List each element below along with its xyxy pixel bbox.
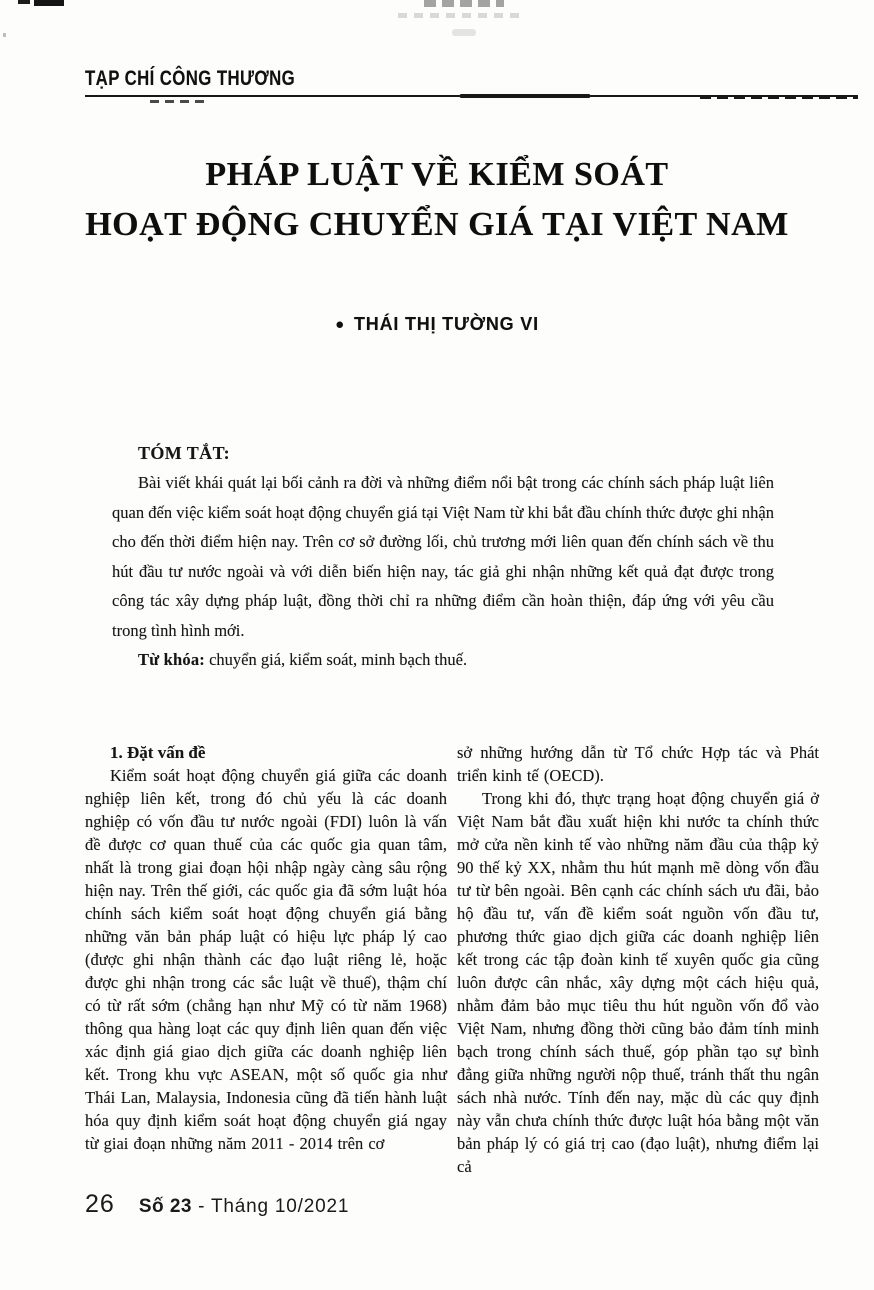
scan-artifact-speck bbox=[3, 33, 6, 37]
scan-artifact-top-left-2 bbox=[34, 0, 64, 6]
right-column bbox=[457, 741, 819, 1178]
page-footer bbox=[85, 1190, 685, 1219]
header-rule-dashed-right bbox=[700, 95, 858, 99]
article-body bbox=[85, 741, 819, 1178]
issue-date: - Tháng 10/2021 bbox=[192, 1196, 350, 1217]
scan-artifact-top-center-2 bbox=[398, 13, 526, 18]
article-title-line1: PHÁP LUẬT VỀ KIỂM SOÁT bbox=[205, 156, 669, 193]
abstract-body: Bài viết khái quát lại bối cảnh ra đời và những điểm nổi bật trong các chính sách pháp luật liên quan đến việc kiểm soát hoạt động chuyển giá tại Việt Nam từ khi bắt đầu chính thức được ghi nhận cho đến thời điểm hiện nay. Trên cơ sở đường lối, chủ trương mới liên quan đến chính sách về thu hút đầu tư nước ngoài và với diễn biến hiện nay, tác giả ghi nhận những kết quả đạt được trong công tác xây dựng pháp luật, đồng thời chỉ ra những điểm cần hoàn thiện, đáp ứng với yêu cầu trong tình hình mới. bbox=[112, 473, 774, 640]
abstract-section bbox=[112, 438, 774, 675]
section-1-heading: 1. Đặt vấn đề bbox=[110, 743, 206, 762]
scan-artifact-top-center bbox=[424, 0, 504, 7]
author-bullet-icon: ● bbox=[335, 316, 345, 333]
scan-artifact-top-center-3 bbox=[452, 29, 476, 36]
issue-number: Số 23 bbox=[138, 1196, 193, 1217]
author-name: THÁI THỊ TƯỜNG VI bbox=[353, 314, 539, 334]
header-rule-dashed-left bbox=[150, 100, 206, 103]
scan-artifact-top-left bbox=[18, 0, 30, 4]
article-title bbox=[0, 150, 874, 250]
author-line bbox=[0, 314, 874, 335]
abstract-heading: TÓM TẮT: bbox=[138, 443, 231, 463]
left-column bbox=[85, 741, 447, 1178]
keywords-label: Từ khóa: bbox=[138, 650, 205, 669]
keywords-text: chuyển giá, kiểm soát, minh bạch thuế. bbox=[204, 650, 468, 669]
right-column-paragraph-2: Trong khi đó, thực trạng hoạt động chuyển giá ở Việt Nam bắt đầu xuất hiện khi nước ta chính thức mở cửa nền kinh tế vào những năm đầu của thập kỷ 90 thế kỷ XX, nhằm thu hút mạnh mẽ dòng vốn đầu tư từ bên ngoài. Bên cạnh các chính sách ưu đãi, bảo hộ đầu tư, vấn đề kiểm soát nguồn vốn đầu tư, phương thức giao dịch giữa các doanh nghiệp liên kết trong các tập đoàn kinh tế xuyên quốc gia cũng luôn được cân nhắc, xây dựng một cách hiệu quả, nhằm đảm bảo mục tiêu thu hút nguồn vốn đổ vào Việt Nam, nhưng đồng thời cũng bảo đảm tính minh bạch trong chính sách thuế, góp phần tạo sự bình đẳng giữa những người nộp thuế, tránh thất thu ngân sách nhà nước. Tính đến nay, mặc dù các quy định này vẫn chưa chính thức được luật hóa bằng một văn bản pháp lý có giá trị cao (đạo luật), nhưng điểm lại cả bbox=[457, 789, 819, 1176]
journal-masthead: TẠP CHÍ CÔNG THƯƠNG bbox=[85, 67, 296, 90]
header-rule-thick-segment bbox=[460, 94, 590, 98]
right-column-paragraph-1: sở những hướng dẫn từ Tổ chức Hợp tác và Phát triển kinh tế (OECD). bbox=[457, 743, 819, 785]
article-title-line2: HOẠT ĐỘNG CHUYỂN GIÁ TẠI VIỆT NAM bbox=[85, 206, 789, 243]
left-column-paragraph: Kiểm soát hoạt động chuyển giá giữa các doanh nghiệp liên kết, trong đó chủ yếu là các doanh nghiệp có vốn đầu tư nước ngoài (FDI) luôn là vấn đề được cơ quan thuế của các quốc gia quan tâm, nhất là trong giai đoạn hội nhập ngày càng sâu rộng hiện nay. Trên thế giới, các quốc gia đã sớm luật hóa chính sách kiểm soát hoạt động chuyển giá bằng những văn bản pháp luật có hiệu lực pháp lý cao (được ghi nhận thành các đạo luật riêng lẻ, hoặc được ghi nhận trong các sắc luật về thuế), thậm chí có từ rất sớm (chẳng hạn như Mỹ có từ năm 1968) thông qua hàng loạt các quy định liên quan đến việc xác định giá giao dịch giữa các doanh nghiệp liên kết. Trong khu vực ASEAN, một số quốc gia như Thái Lan, Malaysia, Indonesia cũng đã tiến hành luật hóa quy định kiểm soát hoạt động chuyển giá ngay từ giai đoạn những năm 2011 - 2014 trên cơ bbox=[85, 766, 447, 1153]
page-number: 26 bbox=[85, 1190, 115, 1218]
abstract-keywords bbox=[112, 645, 774, 675]
issue-info bbox=[139, 1196, 349, 1217]
